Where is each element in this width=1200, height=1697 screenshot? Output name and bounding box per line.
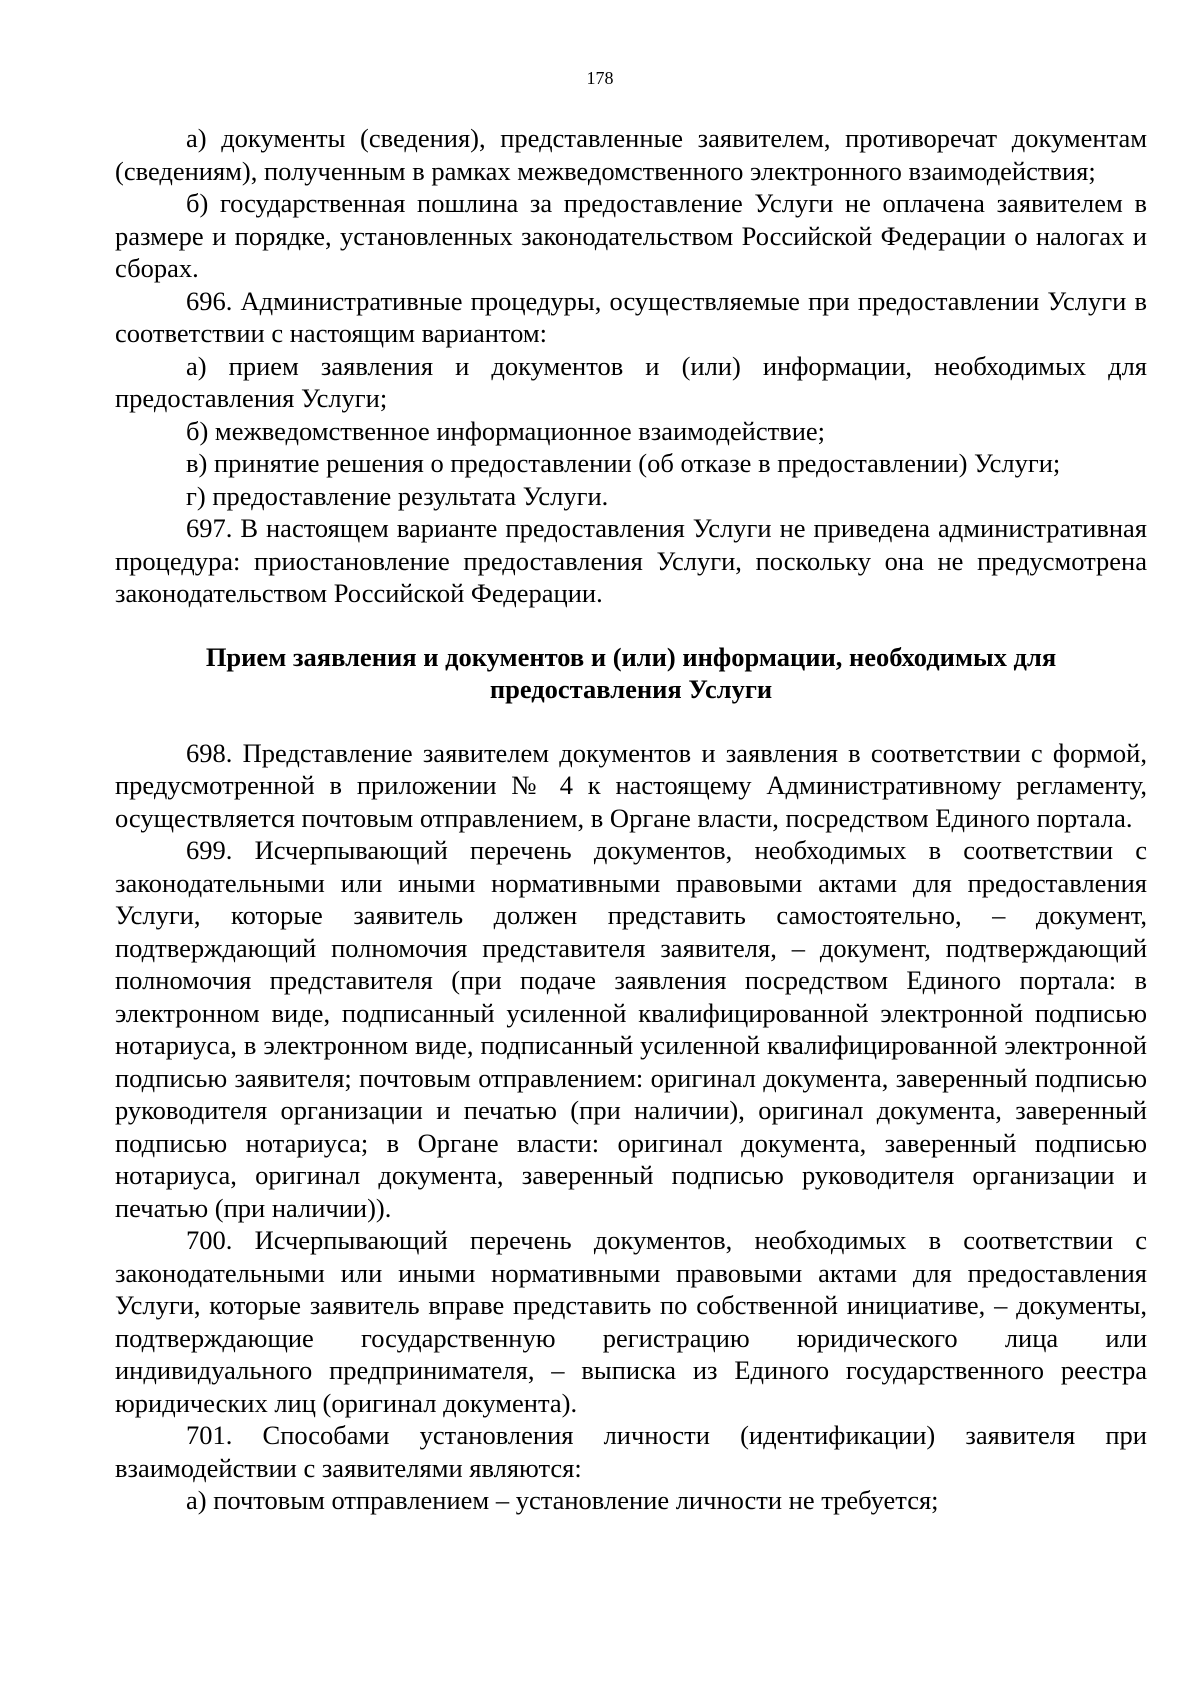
paragraph-696: 696. Административные процедуры, осуществляемые при предоставлении Услуги в соответствии с настоящим вариантом: [115, 285, 1147, 348]
paragraph-b-fee-not-paid: б) государственная пошлина за предоставление Услуги не оплачена заявителем в размере и порядке, установленных законодательством Российской Федерации о налогах и сборах. [115, 188, 1147, 283]
paragraph-696-b: б) межведомственное информационное взаимодействие; [186, 415, 826, 446]
paragraph-696-v: в) принятие решения о предоставлении (об отказе в предоставлении) Услуги; [186, 448, 1061, 478]
paragraph-701: 701. Способами установления личности (идентификации) заявителя при взаимодействии с заявителями являются: [115, 1420, 1147, 1483]
paragraph-696-g: г) предоставление результата Услуги. [186, 480, 609, 511]
paragraph-a-documents-contradict: а) документы (сведения), представленные заявителем, противоречат документам (сведениям), полученным в рамках межведомственного электронного взаимодействия; [115, 123, 1147, 186]
page-number: 178 [586, 68, 614, 88]
paragraph-697: 697. В настоящем варианте предоставления Услуги не приведена административная процедура: приостановление предоставления Услуги, поскольку она не предусмотрена законодательством Российской Федерации. [115, 513, 1147, 608]
paragraph-699: 699. Исчерпывающий перечень документов, необходимых в соответствии с законодательными или иными нормативными правовыми актами для предоставления Услуги, которые заявитель должен представить самостоятельно, – документ, подтверждающий полномочия представителя заявителя, – документ, подтверждающий полномочия представителя (при подаче заявления посредством Единого портала: в электронном виде, подписанный усиленной квалифицированной электронной подписью нотариуса, в электронном виде, подписанный усиленной квалифицированной электронной подписью заявителя; почтовым отправлением: оригинал документа, заверенный подписью руководителя организации и печатью (при наличии), оригинал документа, заверенный подписью нотариуса; в Органе власти: оригинал документа, заверенный подписью нотариуса, оригинал документа, заверенный подписью руководителя организации и печатью (при наличии)). [115, 835, 1147, 1223]
paragraph-701-a: а) почтовым отправлением – установление личности не требуется; [186, 1485, 939, 1515]
paragraph-700: 700. Исчерпывающий перечень документов, необходимых в соответствии с законодательными или иными нормативными правовыми актами для предоставления Услуги, которые заявитель вправе представить по собственной инициативе, – документы, подтверждающие государственную регистрацию юридического лица или индивидуального предпринимателя, – выписка из Единого государственного реестра юридических лиц (оригинал документа). [115, 1225, 1147, 1418]
document-body [115, 122, 1147, 1517]
section-heading-line-2: предоставления Услуги [489, 674, 773, 704]
section-heading [115, 641, 1147, 706]
section-heading-line-1: Прием заявления и документов и (или) информации, необходимых для [205, 641, 1057, 672]
paragraph-698: 698. Представление заявителем документов и заявления в соответствии с формой, предусмотренной в приложении № 4 к настоящему Административному регламенту, осуществляется почтовым отправлением, в Органе власти, посредством Единого портала. [115, 737, 1147, 833]
paragraph-696-a: а) прием заявления и документов и (или) информации, необходимых для предоставления Услуги; [115, 350, 1147, 413]
